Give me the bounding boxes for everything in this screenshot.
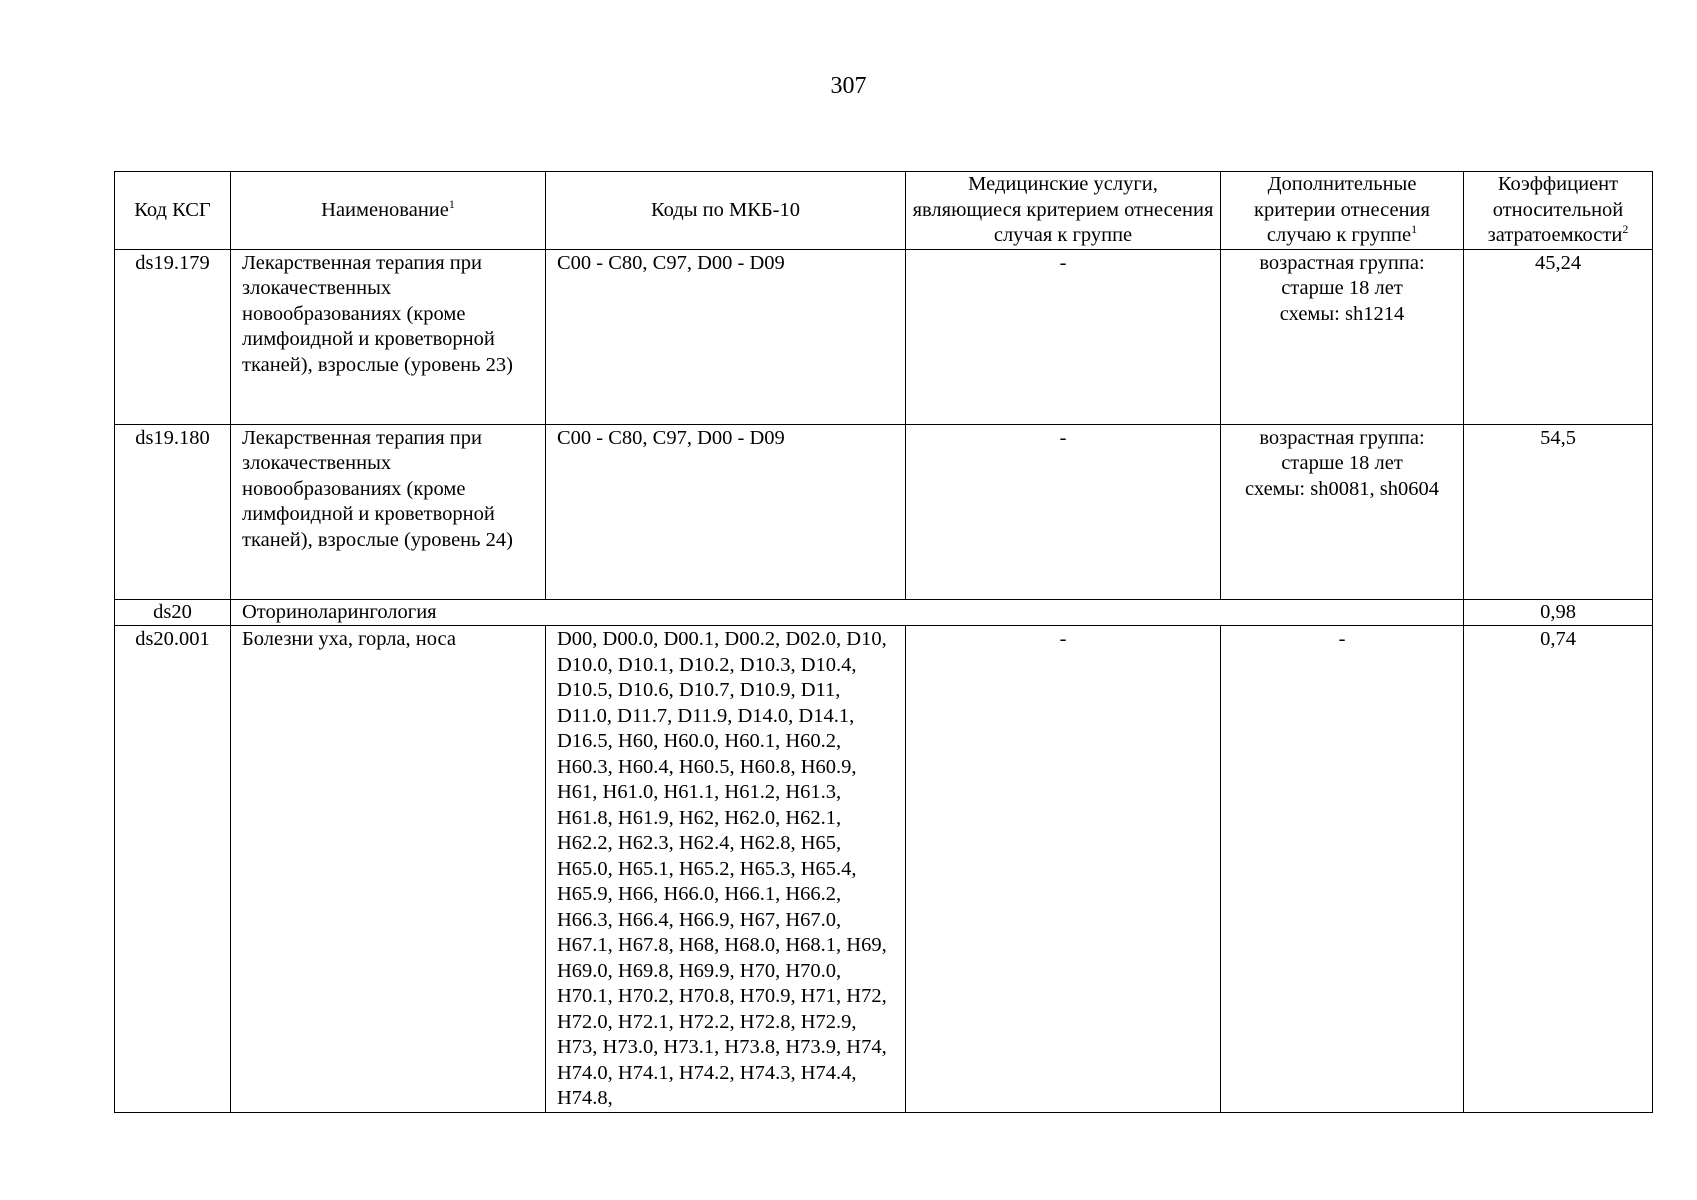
cell-code: ds20 <box>115 599 231 626</box>
cell-name: Лекарственная терапия при злокачественных новообразованиях (кроме лимфоидной и кроветворной тканей), взрослые (уровень 23) <box>231 249 546 424</box>
cell-mkb: C00 - C80, C97, D00 - D09 <box>546 424 906 599</box>
header-mkb: Коды по МКБ-10 <box>546 172 906 250</box>
header-code: Код КСГ <box>115 172 231 250</box>
footnote-mark: 2 <box>1622 222 1629 237</box>
cell-coefficient: 0,74 <box>1464 626 1653 1113</box>
cell-services: - <box>906 249 1221 424</box>
cell-coefficient: 54,5 <box>1464 424 1653 599</box>
header-coefficient: Коэффициент относительной затратоемкости$^2$ <box>1464 172 1653 250</box>
cell-code: ds19.179 <box>115 249 231 424</box>
additional-line: схемы: sh1214 <box>1279 302 1405 325</box>
footnote-mark: 1 <box>1411 222 1418 237</box>
ksg-table <box>114 171 1653 1113</box>
table-group-row <box>115 599 1653 626</box>
additional-line: старше 18 лет <box>1281 277 1403 299</box>
page-number: 307 <box>830 73 867 99</box>
cell-additional: - <box>1221 626 1464 1113</box>
cell-coefficient: 0,98 <box>1464 599 1653 626</box>
cell-code: ds19.180 <box>115 424 231 599</box>
table-header-row <box>115 172 1653 250</box>
cell-name: Болезни уха, горла, носа <box>231 626 546 1113</box>
cell-coefficient: 45,24 <box>1464 249 1653 424</box>
cell-code: ds20.001 <box>115 626 231 1113</box>
header-services: Медицинские услуги, являющиеся критерием отнесения случая к группе <box>906 172 1221 250</box>
cell-services: - <box>906 424 1221 599</box>
header-name: Наименование$^1$ <box>231 172 546 250</box>
cell-mkb: D00, D00.0, D00.1, D00.2, D02.0, D10, D10.0, D10.1, D10.2, D10.3, D10.4, D10.5, D10.6, D10.7, D10.9, D11, D11.0, D11.7, D11.9, D14.0, D14.1, D16.5, H60, H60.0, H60.1, H60.2, H60.3, H60.4, H60.5, H60.8, H60.9, H61, H61.0, H61.1, H61.2, H61.3, H61.8, H61.9, H62, H62.0, H62.1, H62.2, H62.3, H62.4, H62.8, H65, H65.0, H65.1, H65.2, H65.3, H65.4, H65.9, H66, H66.0, H66.1, H66.2, H66.3, H66.4, H66.9, H67, H67.0, H67.1, H67.8, H68, H68.0, H68.1, H69, H69.0, H69.8, H69.9, H70, H70.0, H70.1, H70.2, H70.8, H70.9, H71, H72, H72.0, H72.1, H72.2, H72.8, H72.9, H73, H73.0, H73.1, H73.8, H73.9, H74, H74.0, H74.1, H74.2, H74.3, H74.4, H74.8, <box>546 626 906 1113</box>
additional-line: старше 18 лет <box>1281 452 1403 474</box>
cell-services: - <box>906 626 1221 1113</box>
additional-line: возрастная группа: <box>1259 426 1425 449</box>
cell-mkb: C00 - C80, C97, D00 - D09 <box>546 249 906 424</box>
table-row <box>115 626 1653 1113</box>
additional-line: схемы: sh0081, sh0604 <box>1245 477 1439 500</box>
footnote-mark: 1 <box>448 196 455 211</box>
table-row <box>115 424 1653 599</box>
additional-line: возрастная группа: <box>1259 251 1425 274</box>
cell-name: Оториноларингология <box>231 599 1464 626</box>
cell-additional <box>1221 249 1464 424</box>
table-row <box>115 249 1653 424</box>
cell-name: Лекарственная терапия при злокачественных новообразованиях (кроме лимфоидной и кроветворной тканей), взрослые (уровень 24) <box>231 424 546 599</box>
cell-additional <box>1221 424 1464 599</box>
header-additional: Дополнительные критерии отнесения случаю к группе$^1$ <box>1221 172 1464 250</box>
